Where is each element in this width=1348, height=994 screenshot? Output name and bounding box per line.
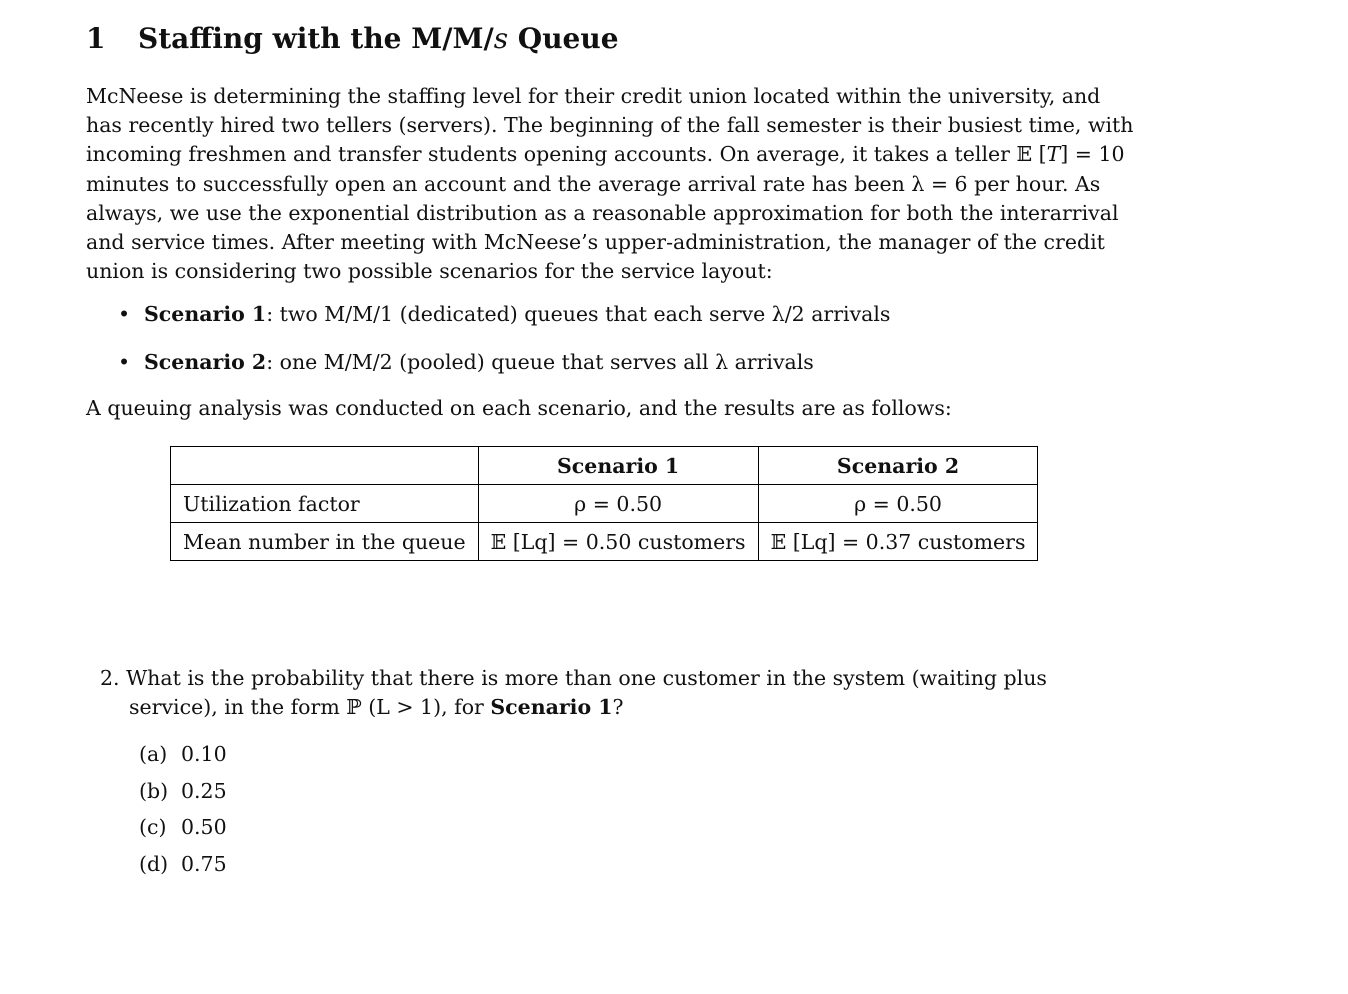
answer-choice[interactable] bbox=[139, 813, 227, 850]
choice-label: (c) bbox=[139, 815, 167, 839]
section-title-text: Staffing with the M/M/ bbox=[138, 22, 494, 55]
paragraph-line: incoming freshmen and transfer students opening accounts. On average, it takes a teller 𝔼 [T] = 10 bbox=[86, 142, 1125, 167]
table-row-label: Mean number in the queue bbox=[171, 523, 479, 561]
scenario-description: : two M/M/1 (dedicated) queues that each serve λ/2 arrivals bbox=[266, 302, 891, 326]
bullet-icon: • bbox=[118, 350, 131, 374]
table-cell: ρ = 0.50 bbox=[478, 485, 758, 523]
answer-choice[interactable] bbox=[139, 740, 227, 777]
bullet-icon: • bbox=[118, 302, 131, 326]
analysis-intro: A queuing analysis was conducted on each scenario, and the results are as follows: bbox=[86, 396, 952, 420]
table-cell: ρ = 0.50 bbox=[758, 485, 1038, 523]
problem-paragraph bbox=[86, 82, 1134, 286]
table-cell: 𝔼 [Lq] = 0.50 customers bbox=[478, 523, 758, 561]
answer-choice[interactable] bbox=[139, 850, 227, 887]
table-header-cell: Scenario 1 bbox=[478, 447, 758, 485]
choice-label: (d) bbox=[139, 851, 169, 876]
question-2 bbox=[100, 664, 1047, 721]
choice-value: 0.10 bbox=[181, 742, 227, 766]
results-table bbox=[170, 446, 1038, 561]
paragraph-line: and service times. After meeting with McNeese’s upper-administration, the manager of the credit bbox=[86, 230, 1105, 255]
answer-choice[interactable] bbox=[139, 777, 227, 814]
choice-label: (b) bbox=[139, 778, 169, 803]
question-number: 2. bbox=[100, 666, 120, 690]
question-line: service), in the form ℙ (L > 1), for Scenario 1? bbox=[129, 694, 624, 719]
section-number: 1 bbox=[86, 22, 106, 55]
table-header-cell: Scenario 2 bbox=[758, 447, 1038, 485]
scenario-description: : one M/M/2 (pooled) queue that serves all λ arrivals bbox=[266, 350, 814, 374]
choice-value: 0.25 bbox=[181, 778, 227, 803]
choice-value: 0.50 bbox=[181, 815, 227, 839]
table-header-row bbox=[171, 447, 1038, 485]
section-heading bbox=[86, 22, 619, 55]
section-title-suffix: Queue bbox=[508, 22, 619, 55]
paragraph-line: McNeese is determining the staffing level for their credit union located within the university, and bbox=[86, 84, 1101, 108]
scenario-1-item bbox=[118, 302, 890, 326]
table-row bbox=[171, 485, 1038, 523]
choice-label: (a) bbox=[139, 742, 168, 766]
paragraph-line: minutes to successfully open an account and the average arrival rate has been λ = 6 per hour. As bbox=[86, 171, 1101, 196]
paragraph-line: always, we use the exponential distribution as a reasonable approximation for both the interarrival bbox=[86, 200, 1119, 225]
scenario-label: Scenario 1 bbox=[144, 302, 267, 326]
section-title-variable: s bbox=[493, 22, 509, 55]
scenario-label: Scenario 2 bbox=[144, 350, 267, 374]
table-cell: 𝔼 [Lq] = 0.37 customers bbox=[758, 523, 1038, 561]
paragraph-line: union is considering two possible scenarios for the service layout: bbox=[86, 259, 773, 284]
paragraph-line: has recently hired two tellers (servers). The beginning of the fall semester is their busiest time, with bbox=[86, 113, 1134, 138]
table-row-label: Utilization factor bbox=[171, 485, 479, 523]
table-row bbox=[171, 523, 1038, 561]
table-header-cell bbox=[171, 447, 479, 485]
scenario-2-item bbox=[118, 350, 814, 374]
choice-value: 0.75 bbox=[181, 851, 227, 876]
question-line: 2. What is the probability that there is more than one customer in the system (waiting plus bbox=[100, 666, 1047, 690]
answer-choices bbox=[139, 740, 227, 886]
